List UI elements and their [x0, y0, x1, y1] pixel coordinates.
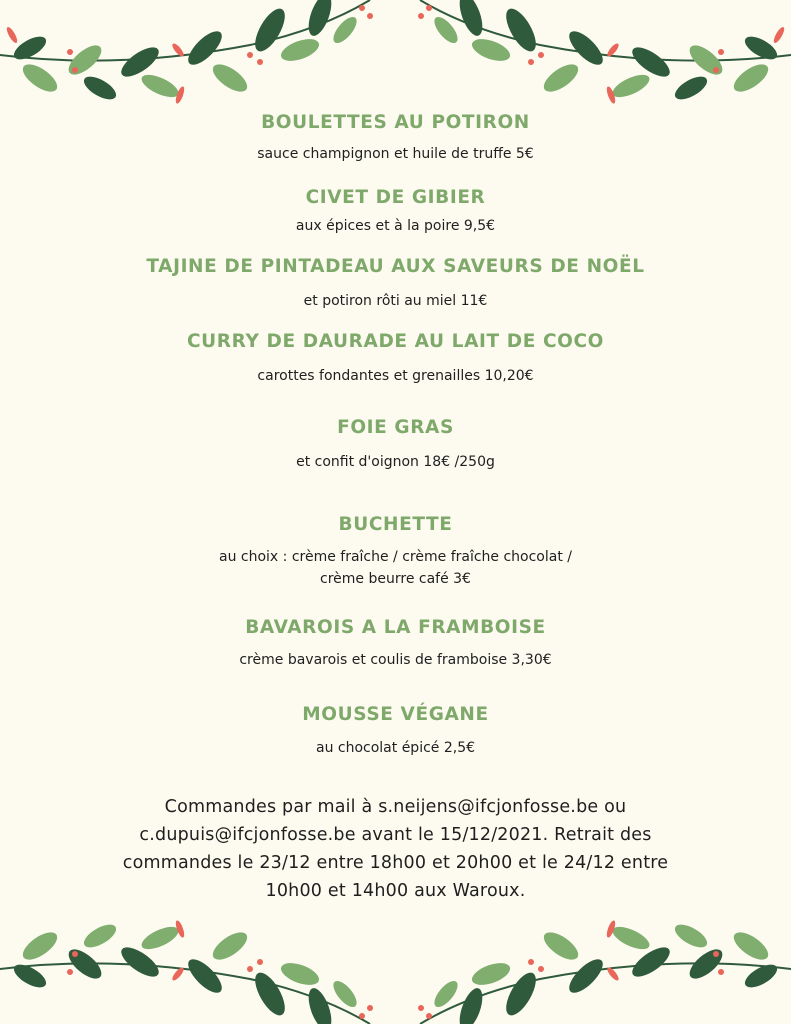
order-line: 10h00 et 14h00 aux Waroux.	[265, 881, 526, 901]
menu-item-title: FOIE GRAS	[337, 417, 454, 438]
order-information	[95, 793, 696, 905]
menu-item-title: CURRY DE DAURADE AU LAIT DE COCO	[187, 331, 604, 352]
menu-item-description: crème beurre café 3€	[320, 571, 471, 587]
menu-item-description: et potiron rôti au miel 11€	[303, 293, 488, 309]
menu-item-title: BAVAROIS A LA FRAMBOISE	[245, 617, 546, 638]
menu-item-description: au chocolat épicé 2,5€	[315, 740, 476, 756]
menu-item-title: BOULETTES AU POTIRON	[261, 112, 530, 133]
menu-item-description: crème bavarois et coulis de framboise 3,30€	[239, 652, 552, 668]
menu-item-description: au choix : crème fraîche / crème fraîche chocolat /	[218, 549, 572, 565]
menu-item-title: BUCHETTE	[338, 514, 453, 535]
order-line: Commandes par mail à s.neijens@ifcjonfosse.be ou	[164, 797, 627, 817]
holly-garland-bottom	[0, 914, 791, 1024]
order-line: c.dupuis@ifcjonfosse.be avant le 15/12/2021. Retrait des	[139, 825, 652, 845]
menu-item-description: carottes fondantes et grenailles 10,20€	[257, 368, 534, 384]
holly-garland-top	[0, 0, 791, 110]
menu-item-title: MOUSSE VÉGANE	[302, 704, 489, 725]
menu-item-title: CIVET DE GIBIER	[305, 187, 486, 208]
menu-item-title: TAJINE DE PINTADEAU AUX SAVEURS DE NOËL	[146, 256, 645, 277]
menu-item-description: et confit d'oignon 18€ /250g	[296, 454, 495, 470]
menu-item-description: sauce champignon et huile de truffe 5€	[257, 146, 534, 162]
menu-item-description: aux épices et à la poire 9,5€	[295, 218, 496, 234]
order-line: commandes le 23/12 entre 18h00 et 20h00 et le 24/12 entre	[122, 853, 669, 873]
